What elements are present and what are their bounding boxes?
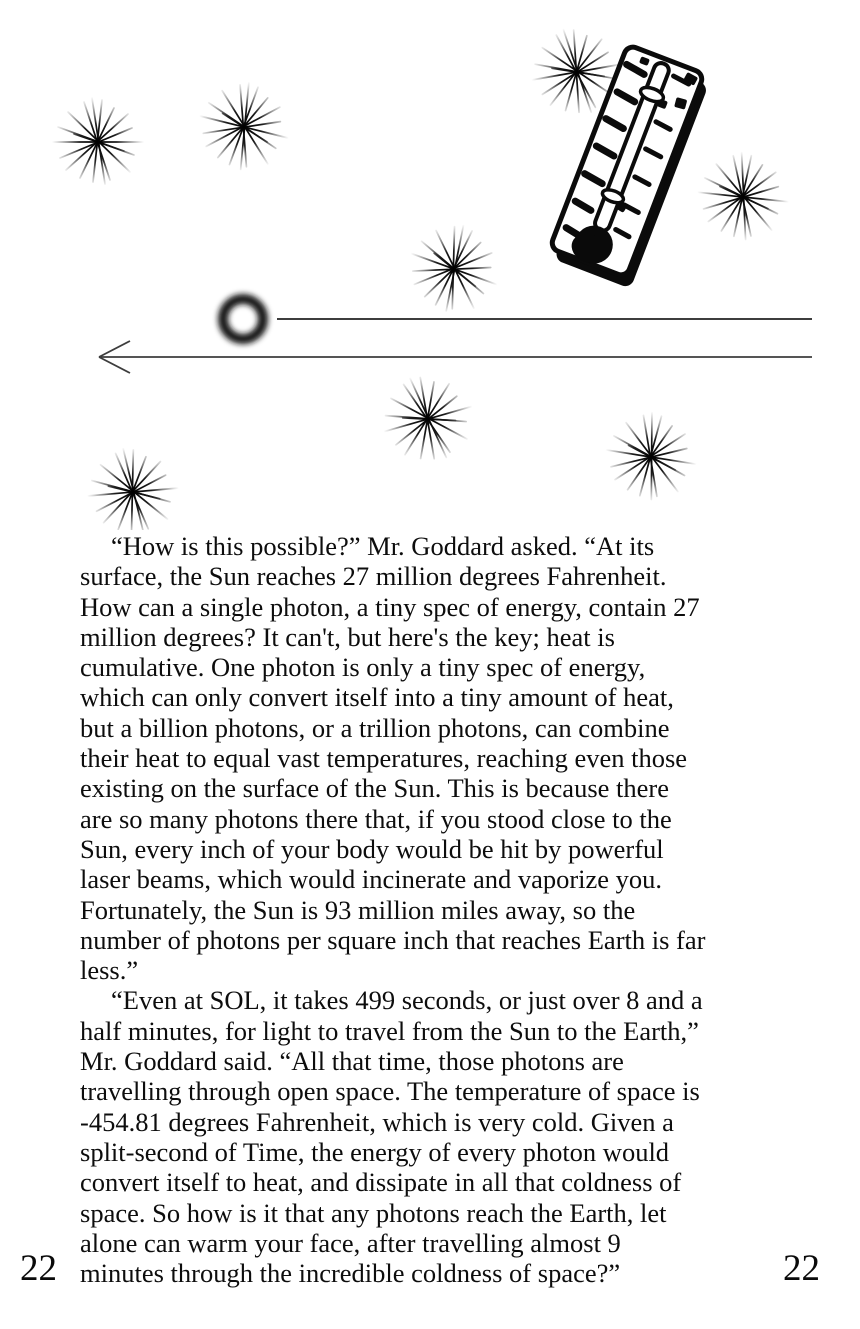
- text-line: How can a single photon, a tiny spec of energy, contain 27: [80, 591, 700, 622]
- text-line: “How is this possible?” Mr. Goddard asked. “At its: [111, 531, 655, 561]
- text-line: cumulative. One photon is only a tiny spec of energy,: [80, 652, 646, 683]
- text-line: alone can warm your face, after travelling almost 9: [80, 1227, 621, 1258]
- text-line: million degrees? It can't, but here's the key; heat is: [80, 621, 615, 652]
- text-line: which can only convert itself into a tiny amount of heat,: [80, 682, 674, 713]
- text-line: number of photons per square inch that reaches Earth is far: [80, 924, 706, 955]
- text-line: minutes through the incredible coldness of space?”: [80, 1258, 621, 1289]
- sparkle-star-icon: [396, 212, 512, 324]
- text-line: Sun, every inch of your body would be hit by powerful: [80, 833, 664, 864]
- text-line: are so many photons there that, if you stood close to the: [80, 803, 672, 834]
- text-line: travelling through open space. The temperature of space is: [80, 1076, 700, 1107]
- text-line: convert itself to heat, and dissipate in all that coldness of: [80, 1167, 682, 1198]
- thermometer-icon: [546, 45, 711, 289]
- text-line: split-second of Time, the energy of every photon would: [80, 1136, 670, 1167]
- sparkle-star-icon: [83, 444, 182, 530]
- left-arrow-icon: [99, 341, 812, 373]
- text-line: half minutes, for light to travel from the Sun to the Earth,”: [80, 1015, 699, 1046]
- paragraph: [80, 531, 840, 985]
- text-line: surface, the Sun reaches 27 million degrees Fahrenheit.: [80, 561, 667, 592]
- sparkle-star-icon: [599, 406, 703, 505]
- page-number-left: 22: [20, 1248, 57, 1289]
- sparkle-star-icon: [693, 148, 793, 243]
- page-number-right: 22: [783, 1248, 820, 1289]
- text-line: -454.81 degrees Fahrenheit, which is very cold. Given a: [80, 1106, 674, 1137]
- photon-ring-icon: [223, 299, 263, 339]
- text-line: Mr. Goddard said. “All that time, those photons are: [80, 1046, 624, 1077]
- text-line: “Even at SOL, it takes 499 seconds, or just over 8 and a: [111, 985, 703, 1016]
- text-line: space. So how is it that any photons reach the Earth, let: [80, 1197, 667, 1228]
- text-line: existing on the surface of the Sun. This is because there: [80, 773, 669, 804]
- body-text: [80, 531, 840, 1288]
- text-line: their heat to equal vast temperatures, reaching even those: [80, 743, 688, 774]
- text-line: laser beams, which would incinerate and vaporize you.: [80, 864, 663, 895]
- paragraph: [80, 985, 840, 1288]
- text-line: less.”: [80, 955, 139, 986]
- space-illustration: [0, 0, 860, 530]
- text-line: Fortunately, the Sun is 93 million miles away, so the: [80, 894, 636, 925]
- sparkle-star-icon: [52, 98, 144, 184]
- sparkle-star-icon: [189, 73, 299, 179]
- sparkle-star-icon: [372, 364, 484, 472]
- text-line: but a billion photons, or a trillion photons, can combine: [80, 712, 670, 743]
